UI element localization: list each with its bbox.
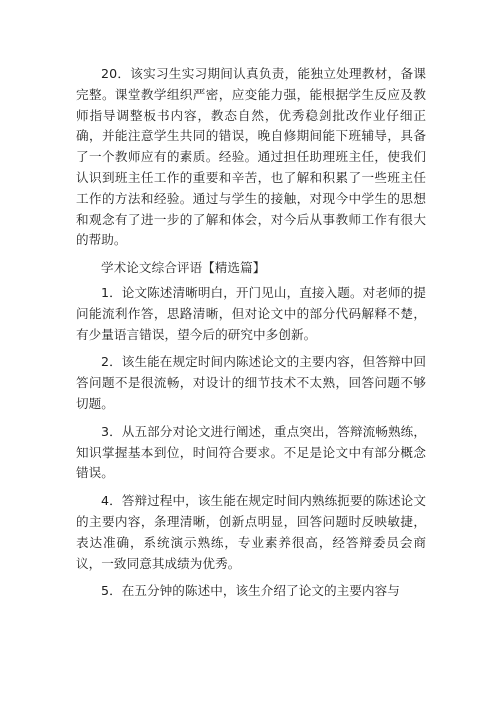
paragraph-item-5: 5．在五分钟的陈述中，该生介绍了论文的主要内容与 bbox=[101, 583, 400, 599]
section-heading: 学术论文综合评语【精选篇】 bbox=[101, 260, 266, 276]
document-body bbox=[76, 64, 426, 609]
paragraph-item-1: 1．论文陈述清晰明白，开门见山，直接入题。对老师的提问能流利作答，思路清晰，但对论文中的部分代码解释不楚，有少量语言错误，望今后的研究中多创新。 bbox=[76, 284, 426, 342]
paragraph-item-20: 20．该实习生实习期间认真负责，能独立处理教材，备课完整。课堂教学组织严密，应变能力强，能根据学生反应及教师指导调整板书内容，教态自然，优秀稳剑批改作业仔细正确，并能注意学生共同的错误，晚自修期间能下班辅导，具备了一个教师应有的素质。经验。通过担任助理班主任，使我们认识到班主任工作的重要和辛苦，也了解和积累了一些班主任工作的方法和经验。通过与学生的接触，对现今中学生的思想和观念有了进一步的了解和体会，对今后从事教师工作有很大的帮助。 bbox=[76, 66, 426, 248]
paragraph-item-3: 3．从五部分对论文进行阐述，重点突出，答辩流畅熟练，知识掌握基本到位，时间符合要求。不足是论文中有部分概念错误。 bbox=[76, 423, 426, 481]
paragraph-item-4: 4．答辩过程中，该生能在规定时间内熟练扼要的陈述论文的主要内容，条理清晰，创新点明显，回答问题时反映敏捷，表达准确，系统演示熟练，专业素养很高，经答辩委员会商议，一致同意其成绩为优秀。 bbox=[76, 493, 426, 571]
paragraph-item-2: 2．该生能在规定时间内陈述论文的主要内容，但答辩中回答问题不是很流畅，对设计的细节技术不太熟，回答问题不够切题。 bbox=[76, 354, 426, 411]
